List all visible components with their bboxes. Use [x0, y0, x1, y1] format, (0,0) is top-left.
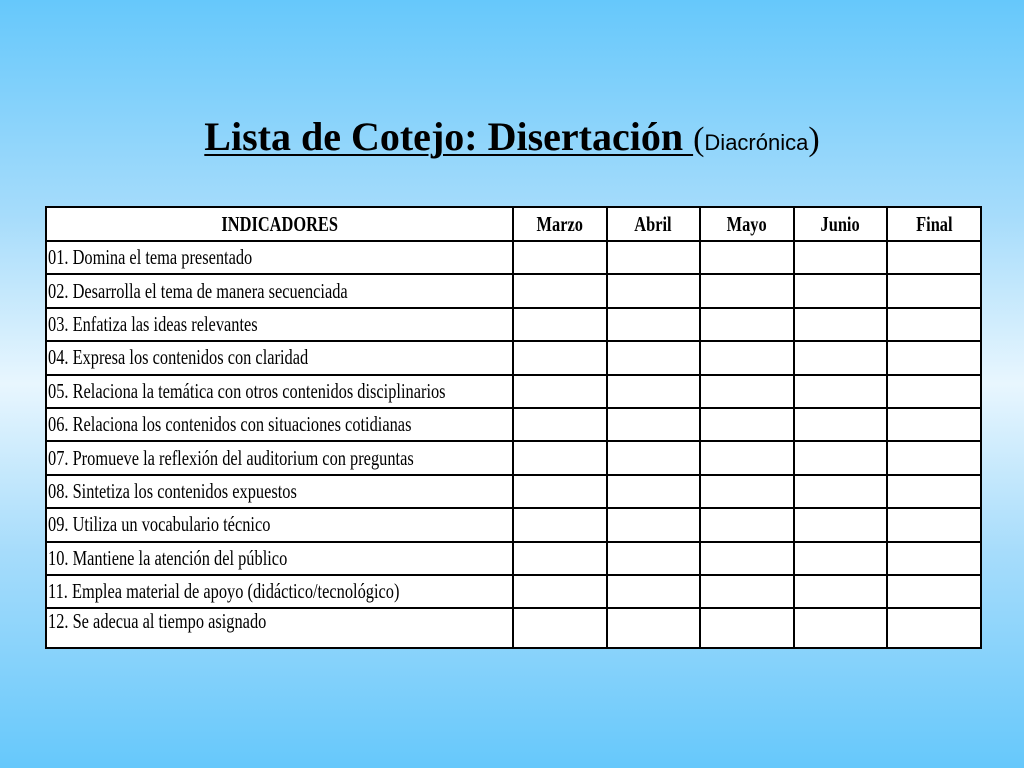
title-close-paren: )	[808, 121, 820, 158]
indicator-label: 02. Desarrolla el tema de manera secuenciada	[46, 274, 513, 307]
check-cell[interactable]	[607, 608, 701, 648]
check-cell[interactable]	[794, 542, 888, 575]
check-cell[interactable]	[513, 575, 607, 608]
check-cell[interactable]	[513, 475, 607, 508]
table-row	[46, 341, 981, 374]
header-final: Final	[887, 207, 981, 241]
check-cell[interactable]	[607, 575, 701, 608]
check-cell[interactable]	[607, 508, 701, 541]
check-cell[interactable]	[700, 408, 794, 441]
indicator-label: 07. Promueve la reflexión del auditorium con preguntas	[46, 441, 513, 474]
table-row	[46, 375, 981, 408]
check-cell[interactable]	[700, 241, 794, 274]
indicator-label: 10. Mantiene la atención del público	[46, 542, 513, 575]
header-indicadores: INDICADORES	[46, 207, 513, 241]
indicator-label: 03. Enfatiza las ideas relevantes	[46, 308, 513, 341]
check-cell[interactable]	[887, 608, 981, 648]
check-cell[interactable]	[887, 375, 981, 408]
check-cell[interactable]	[887, 441, 981, 474]
check-cell[interactable]	[513, 542, 607, 575]
check-cell[interactable]	[887, 475, 981, 508]
indicator-label: 08. Sintetiza los contenidos expuestos	[46, 475, 513, 508]
indicator-label: 09. Utiliza un vocabulario técnico	[46, 508, 513, 541]
table-row	[46, 241, 981, 274]
check-cell[interactable]	[794, 475, 888, 508]
title-open-paren: (	[693, 121, 705, 158]
check-cell[interactable]	[794, 308, 888, 341]
table-row	[46, 274, 981, 307]
check-cell[interactable]	[887, 274, 981, 307]
check-cell[interactable]	[794, 608, 888, 648]
check-cell[interactable]	[607, 475, 701, 508]
header-row	[46, 207, 981, 241]
check-cell[interactable]	[513, 441, 607, 474]
check-cell[interactable]	[607, 375, 701, 408]
check-cell[interactable]	[887, 508, 981, 541]
check-cell[interactable]	[700, 575, 794, 608]
check-cell[interactable]	[513, 341, 607, 374]
check-cell[interactable]	[700, 542, 794, 575]
check-cell[interactable]	[794, 274, 888, 307]
check-cell[interactable]	[887, 341, 981, 374]
title-main: Lista de Cotejo: Disertación	[204, 114, 694, 159]
indicator-label: 01. Domina el tema presentado	[46, 241, 513, 274]
check-cell[interactable]	[607, 441, 701, 474]
check-cell[interactable]	[513, 408, 607, 441]
table-row	[46, 441, 981, 474]
check-cell[interactable]	[887, 308, 981, 341]
check-cell[interactable]	[887, 241, 981, 274]
check-cell[interactable]	[607, 241, 701, 274]
check-cell[interactable]	[513, 308, 607, 341]
check-cell[interactable]	[794, 341, 888, 374]
indicator-label: 11. Emplea material de apoyo (didáctico/tecnológico)	[46, 575, 513, 608]
header-abril: Abril	[607, 207, 701, 241]
check-cell[interactable]	[700, 508, 794, 541]
table-row	[46, 608, 981, 648]
check-cell[interactable]	[794, 241, 888, 274]
indicator-label: 06. Relaciona los contenidos con situaciones cotidianas	[46, 408, 513, 441]
check-cell[interactable]	[700, 475, 794, 508]
title-subtitle: Diacrónica	[704, 130, 809, 155]
check-cell[interactable]	[607, 542, 701, 575]
check-cell[interactable]	[700, 608, 794, 648]
indicator-label: 05. Relaciona la temática con otros contenidos disciplinarios	[46, 375, 513, 408]
header-marzo: Marzo	[513, 207, 607, 241]
check-cell[interactable]	[700, 341, 794, 374]
check-cell[interactable]	[607, 274, 701, 307]
table-row	[46, 542, 981, 575]
check-cell[interactable]	[513, 608, 607, 648]
table-row	[46, 475, 981, 508]
check-cell[interactable]	[700, 274, 794, 307]
check-cell[interactable]	[607, 341, 701, 374]
check-cell[interactable]	[794, 441, 888, 474]
check-cell[interactable]	[794, 508, 888, 541]
table-row	[46, 408, 981, 441]
header-junio: Junio	[794, 207, 888, 241]
indicator-label: 12. Se adecua al tiempo asignado	[46, 608, 513, 648]
slide-title	[0, 113, 1024, 160]
table-row	[46, 508, 981, 541]
check-cell[interactable]	[513, 274, 607, 307]
check-cell[interactable]	[794, 375, 888, 408]
check-cell[interactable]	[700, 441, 794, 474]
check-cell[interactable]	[887, 542, 981, 575]
table-row	[46, 308, 981, 341]
check-cell[interactable]	[700, 375, 794, 408]
check-cell[interactable]	[607, 408, 701, 441]
checklist-table	[45, 206, 982, 649]
check-cell[interactable]	[887, 575, 981, 608]
header-mayo: Mayo	[700, 207, 794, 241]
check-cell[interactable]	[513, 508, 607, 541]
indicator-label: 04. Expresa los contenidos con claridad	[46, 341, 513, 374]
check-cell[interactable]	[794, 575, 888, 608]
check-cell[interactable]	[607, 308, 701, 341]
check-cell[interactable]	[513, 241, 607, 274]
check-cell[interactable]	[887, 408, 981, 441]
check-cell[interactable]	[700, 308, 794, 341]
check-cell[interactable]	[513, 375, 607, 408]
table-row	[46, 575, 981, 608]
check-cell[interactable]	[794, 408, 888, 441]
